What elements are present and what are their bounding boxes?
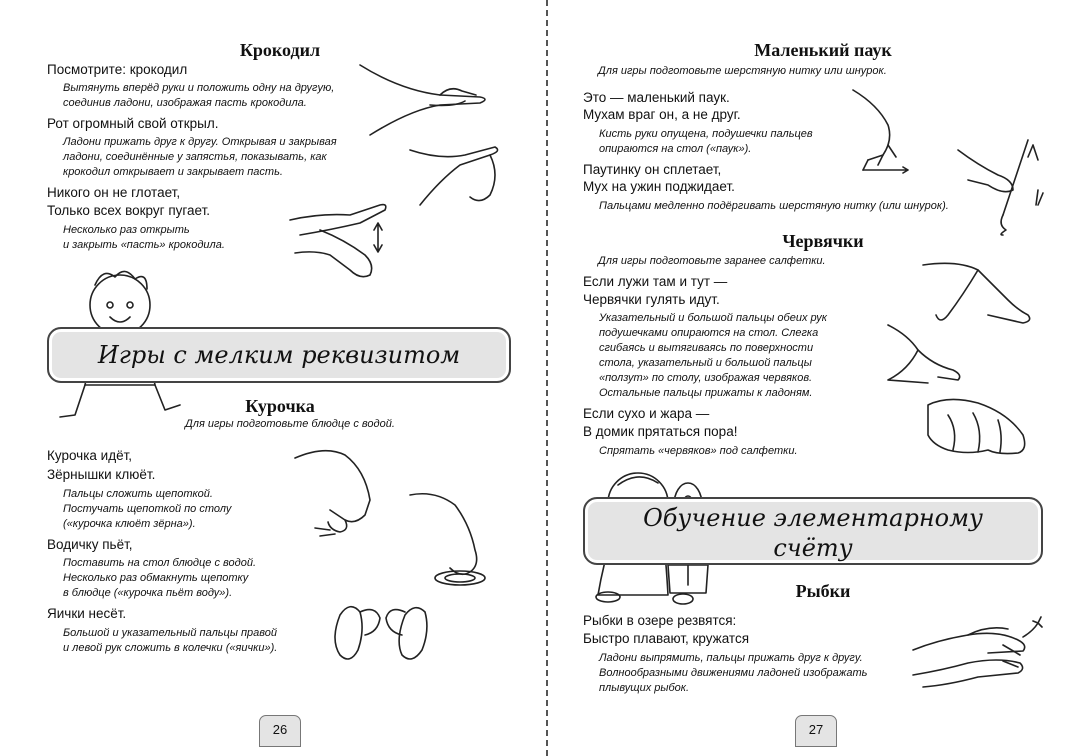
poem-line: Рыбки в озере резвятся: <box>583 613 737 628</box>
section-title-rybki: Рыбки <box>795 581 851 601</box>
poem-line: Только всех вокруг пугает. <box>47 203 211 218</box>
instruction-note: Волнообразными движениями ладоней изображать <box>599 667 868 679</box>
poem-line: Червячки гулять идут. <box>583 292 720 307</box>
instruction-note: и закрыть «пасть» крокодила. <box>63 239 225 251</box>
poem-line: Это — маленький паук. <box>583 90 730 105</box>
instruction-note: Постучать щепоткой по столу <box>63 503 232 515</box>
poem-line: Посмотрите: крокодил <box>47 62 188 77</box>
instruction-note: Указательный и большой пальцы обеих рук <box>599 312 827 324</box>
poem-line: Быстро плавают, кружатся <box>583 631 750 646</box>
instruction-note: Спрятать «червяков» под салфетки. <box>599 445 798 457</box>
poem-line: Курочка идёт, <box>47 448 133 463</box>
section-banner: Игры с мелким реквизитом <box>47 327 511 383</box>
poem-line: Если сухо и жара — <box>583 406 710 421</box>
instruction-note: («курочка клюёт зёрна»). <box>63 518 196 530</box>
section-subtitle: Для игры подготовьте заранее салфетки. <box>598 255 826 267</box>
instruction-note: опираются на стол («паук»). <box>599 143 752 155</box>
banner-line: счёту <box>773 534 853 562</box>
instruction-note: Пальцы сложить щепоткой. <box>63 488 213 500</box>
instruction-note: Ладони выпрямить, пальцы прижать друг к другу. <box>599 652 863 664</box>
instruction-note: Остальные пальцы прижаты к ладоням. <box>599 387 813 399</box>
poem-line: Никого он не глотает, <box>47 185 181 200</box>
poem-line: Рот огромный свой открыл. <box>47 116 219 131</box>
instruction-note: «ползут» по столу, изображая червяков. <box>599 372 813 384</box>
poem-line: В домик прятаться пора! <box>583 424 738 439</box>
instruction-note: Ладони прижать друг к другу. Открывая и закрывая <box>63 136 337 148</box>
section-subtitle: Для игры подготовьте блюдце с водой. <box>185 418 395 430</box>
instruction-note: Пальцами медленно подёргивать шерстяную нитку (или шнурок). <box>599 200 949 212</box>
section-title-chervyachki: Червячки <box>782 231 864 251</box>
worm-hand-illustration <box>878 255 1078 465</box>
instruction-note: в блюдце («курочка пьёт воду»). <box>63 587 233 599</box>
instruction-note: Несколько раз открыть <box>63 224 190 236</box>
poem-line: Яички несёт. <box>47 606 127 621</box>
poem-line: Зёрнышки клюёт. <box>47 467 156 482</box>
poem-line: Мухам враг он, а не друг. <box>583 107 741 122</box>
instruction-note: Несколько раз обмакнуть щепотку <box>63 572 249 584</box>
pinch-hand-illustration <box>290 440 510 690</box>
section-title-krokodil: Крокодил <box>239 40 321 60</box>
instruction-note: подушечками опираются на стол. Слегка <box>599 327 819 339</box>
banner-line: Обучение элементарному <box>643 504 983 532</box>
page-number: 26 <box>259 715 301 747</box>
page-number: 27 <box>795 715 837 747</box>
poem-line: Водичку пьёт, <box>47 537 133 552</box>
instruction-note: крокодил открывает и закрывает пасть. <box>63 166 283 178</box>
poem-line: Мух на ужин поджидает. <box>583 179 735 194</box>
instruction-note: Кисть руки опущена, подушечки пальцев <box>599 128 813 140</box>
poem-line: Если лужи там и тут — <box>583 274 728 289</box>
instruction-note: и левой рук сложить в колечки («яички»). <box>63 642 278 654</box>
spider-hand-illustration <box>848 85 1068 235</box>
instruction-note: соединив ладони, изображая пасть крокодила. <box>63 97 307 109</box>
instruction-note: ладони, соединённые у запястья, показывать, как <box>63 151 327 163</box>
section-subtitle: Для игры подготовьте шерстяную нитку или шнурок. <box>598 65 887 77</box>
section-banner <box>583 497 1043 565</box>
right-page <box>548 0 1092 756</box>
instruction-note: Большой и указательный пальцы правой <box>63 627 278 639</box>
section-title-kurochka: Курочка <box>245 396 315 416</box>
instruction-note: Вытянуть вперёд руки и положить одну на другую, <box>63 82 335 94</box>
instruction-note: сгибаясь и вытягиваясь по поверхности <box>599 342 814 354</box>
section-title-pauk: Маленький паук <box>754 40 892 60</box>
instruction-note: стола, указательный и большой пальцы <box>599 357 812 369</box>
poem-line: Паутинку он сплетает, <box>583 162 722 177</box>
hands-crocodile-illustration <box>290 55 530 285</box>
fish-hands-illustration <box>908 615 1058 695</box>
instruction-note: Поставить на стол блюдце с водой. <box>63 557 257 569</box>
instruction-note: плывущих рыбок. <box>599 682 690 694</box>
